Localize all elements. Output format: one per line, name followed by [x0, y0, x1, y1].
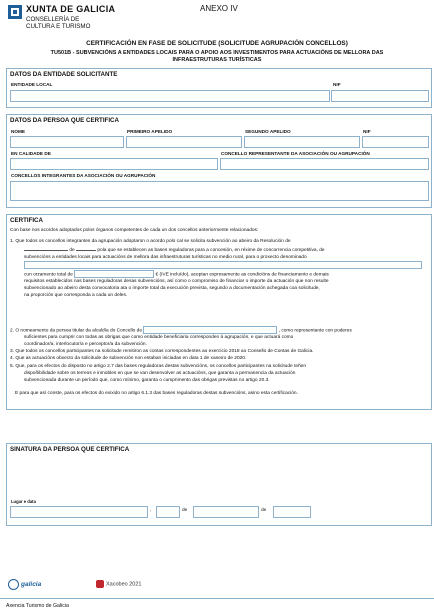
xacobeo-logo: Xacobeo 2021 [96, 580, 141, 588]
concello-representante-field[interactable] [220, 158, 429, 170]
label-concello-representante: CONCELLO REPRESENTANTE DA ASOCIACIÓN OU AGRUPACIÓN [221, 151, 370, 156]
segundo-apelido-field[interactable] [244, 136, 360, 148]
entidade-local-field[interactable] [10, 90, 330, 102]
paragraph-3: 3. Que todos os concellos participantes na solicitude remitiron as contas correspondentes ao exercicio 2018 ao Consello de Contas de Galicia. [10, 349, 314, 354]
concellos-integrantes-field[interactable] [10, 181, 429, 201]
section-heading: DATOS DA ENTIDADE SOLICITANTE [10, 71, 118, 78]
section-certifica [6, 214, 432, 410]
org-name: XUNTA DE GALICIA [26, 4, 116, 14]
mes-field[interactable] [193, 506, 259, 518]
label-lugar-data: Lugar e data [11, 499, 36, 504]
separator-de-2: de [261, 508, 267, 513]
lugar-field[interactable] [10, 506, 148, 518]
paragraph-4: 4. Que as actuacións obxecto da solicitude de subvención non estaban iniciadas en data 1 de xaneiro de 2020. [10, 356, 247, 361]
page-title: CERTIFICACIÓN EN FASE DE SOLICITUDE (SOLICITUDE AGRUPACIÓN CONCELLOS) [86, 40, 348, 47]
galicia-logo-icon [8, 579, 19, 590]
footer-divider [0, 598, 434, 599]
certifica-intro: Con base nos acordos adoptados polos órganos competentes de cada un dos concellos anteriormente relacionados: [10, 228, 259, 233]
section-entidade [6, 68, 432, 108]
label-primeiro-apelido: PRIMEIRO APELIDO [127, 129, 173, 134]
paragraph-2: 2. O nomeamento da persoa titular da alcaldía do Concello de , como representante con poderes suficientes para cumprir con todas as obrigas que como entidade beneficiaria corresponden á agrupación, e que actuará como coordinador/a, interlocutor/a e perceptor/a da subvención. [10, 326, 426, 349]
en-calidade-de-field[interactable] [10, 158, 218, 170]
section-sinatura [6, 443, 432, 526]
label-entidade-local: ENTIDADE LOCAL [11, 82, 53, 87]
label-segundo-apelido: SEGUNDO APELIDO [245, 129, 291, 134]
org-department: CONSELLERÍA DE CULTURA E TURISMO [26, 16, 91, 31]
section-persoa [6, 114, 432, 208]
section-heading: DATOS DA PERSOA QUE CERTIFICA [10, 117, 119, 124]
section-heading: CERTIFICA [10, 217, 43, 224]
resolucion-date-blank[interactable] [24, 245, 68, 251]
label-nome: NOME [11, 129, 26, 134]
persoa-nif-field[interactable] [362, 136, 429, 148]
ano-field[interactable] [273, 506, 311, 518]
label-persoa-nif: NIF [363, 129, 371, 134]
dia-field[interactable] [156, 506, 180, 518]
closing-statement: E para que así conste, para os efectos do exixido no artigo 6.1.3 das bases reguladoras destas subvencións, asino esta certificación. [15, 391, 298, 396]
separator-de-1: de [182, 508, 188, 513]
section-heading: SINATURA DA PERSOA QUE CERTIFICA [10, 446, 130, 453]
label-nif: NIF [333, 82, 341, 87]
label-en-calidade-de: EN CALIDADE DE [11, 151, 51, 156]
paragraph-5: 5. Que, para os efectos do disposto no artigo 2.7 das bases reguladoras destas subvencións, os concellos participantes na solicitude teñen dispoñibilidade sobre os terreos e inmobles en que se van desenvolver as actuacións, que garanta a permanencia da actuación subvencionada durante un período que, como mínimo, garanta o cumprimento das obrigas previstas no artigo 20.3. [10, 364, 306, 384]
nome-field[interactable] [10, 136, 124, 148]
paragraph-1: 1. Que todos os concellos integrantes da agrupación adoptaron o acordo polo cal se solicita subvención ao abeiro da Resolución de de pola que se establecen as bases reguladoras para a concesión, en réxime de concorrencia competitiva, de subvencións a entidades locais para actuacións de mellora das infraestruturas turísticas no medio rural, para o proxecto denominado cun orzamento total de € (IVE incluído), aceptan expresamente as condicións de financiamento e demais requisitos establecidos nas bases reguladoras desas subvencións, así como o compromiso de financiar o importe da actuación que non resulte subvencionado ao abeiro desta convocatoria ata o importe total da execución prevista, segundo a documentación achegada coa solicitude, na proporción que corresponda a cada un deles. [10, 238, 426, 299]
entidade-nif-field[interactable] [331, 90, 429, 102]
xacobeo-logo-icon [96, 580, 104, 588]
concello-alcaldia-field[interactable] [143, 326, 277, 334]
separator-comma: , [150, 508, 152, 513]
resolucion-year-blank[interactable] [76, 245, 96, 251]
galicia-logo: galicia [8, 579, 41, 590]
page-subtitle: TU501B - SUBVENCIÓNS A ENTIDADES LOCAIS PARA O APOIO AOS INVESTIMENTOS PARA ACTUACIÓNS DE MELLORA DAS INFRAESTRUTURAS TURÍSTICAS [50, 50, 384, 63]
xunta-logo-icon [8, 5, 22, 19]
footer-agency: Axencia Turismo de Galicia [6, 603, 69, 609]
proxecto-denominado-field[interactable] [24, 261, 422, 269]
label-concellos-integrantes: CONCELLOS INTEGRANTES DA ASOCIACIÓN OU AGRUPACIÓN [11, 173, 156, 178]
primeiro-apelido-field[interactable] [126, 136, 242, 148]
annex-label: ANEXO IV [200, 4, 238, 13]
orzamento-total-field[interactable] [74, 270, 154, 278]
